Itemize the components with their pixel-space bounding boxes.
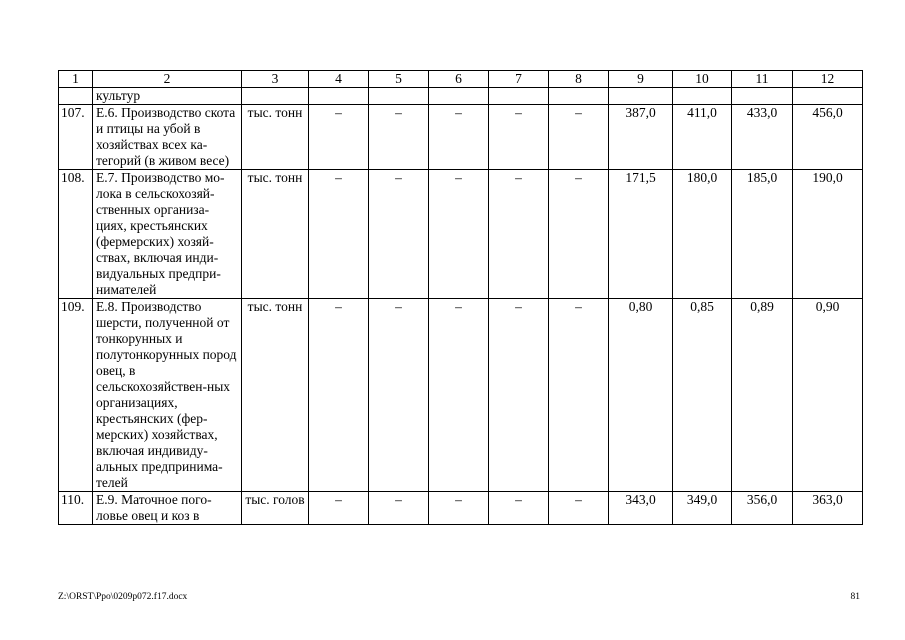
value-cell: 0,90 bbox=[793, 299, 863, 492]
table-row bbox=[59, 299, 863, 492]
empty-value-cell: – bbox=[489, 170, 549, 299]
header-cell: 1 bbox=[59, 71, 93, 88]
row-number: 109. bbox=[59, 299, 93, 492]
table-row bbox=[59, 492, 863, 525]
value-cell: 180,0 bbox=[673, 170, 732, 299]
empty-value-cell: – bbox=[369, 299, 429, 492]
value-cell: 349,0 bbox=[673, 492, 732, 525]
table-body bbox=[59, 71, 863, 525]
empty-value-cell: – bbox=[309, 170, 369, 299]
empty-value-cell: – bbox=[489, 299, 549, 492]
value-cell: 387,0 bbox=[609, 105, 673, 170]
header-cell: 6 bbox=[429, 71, 489, 88]
indicator-name: Е.7. Производство мо-лока в сельскохозяй-ственных организа-циях, крестьянских (фермерских) хозяй-ствах, включая инди-видуальных предпри-нимателей bbox=[93, 170, 242, 299]
empty-value-cell: – bbox=[369, 170, 429, 299]
value-cell: 433,0 bbox=[732, 105, 793, 170]
header-cell: 7 bbox=[489, 71, 549, 88]
value-cell: 0,89 bbox=[732, 299, 793, 492]
footer-file-path: Z:\ORST\Ppo\0209p072.f17.docx bbox=[58, 592, 188, 602]
unit-cell: тыс. тонн bbox=[242, 170, 309, 299]
empty-value-cell: – bbox=[309, 492, 369, 525]
header-cell: 4 bbox=[309, 71, 369, 88]
data-table bbox=[58, 70, 863, 525]
row-number: 108. bbox=[59, 170, 93, 299]
empty-value-cell: – bbox=[429, 492, 489, 525]
continuation-row bbox=[59, 88, 863, 105]
header-cell: 10 bbox=[673, 71, 732, 88]
empty-value-cell: – bbox=[309, 299, 369, 492]
header-cell: 11 bbox=[732, 71, 793, 88]
header-cell: 2 bbox=[93, 71, 242, 88]
indicator-name: Е.6. Производство скота и птицы на убой в хозяйствах всех ка-тегорий (в живом весе) bbox=[93, 105, 242, 170]
unit-cell: тыс. голов bbox=[242, 492, 309, 525]
empty-value-cell: – bbox=[429, 170, 489, 299]
indicator-name: Е.8. Производство шерсти, полученной от тонкорунных и полутонкорунных пород овец, в сельскохозяйствен-ных организациях, крестьянских (фер-мерских) хозяйствах, включая индивиду-альных предпринима-телей bbox=[93, 299, 242, 492]
header-cell: 3 bbox=[242, 71, 309, 88]
empty-value-cell: – bbox=[429, 105, 489, 170]
empty-value-cell: – bbox=[549, 492, 609, 525]
row-number: 107. bbox=[59, 105, 93, 170]
continuation-name-cell: культур bbox=[93, 88, 242, 105]
value-cell: 356,0 bbox=[732, 492, 793, 525]
value-cell: 185,0 bbox=[732, 170, 793, 299]
footer-page-number: 81 bbox=[850, 592, 860, 602]
empty-value-cell: – bbox=[489, 492, 549, 525]
indicator-name: Е.9. Маточное пого-ловье овец и коз в bbox=[93, 492, 242, 525]
table-row bbox=[59, 105, 863, 170]
row-number: 110. bbox=[59, 492, 93, 525]
empty-value-cell: – bbox=[369, 492, 429, 525]
value-cell: 343,0 bbox=[609, 492, 673, 525]
empty-value-cell: – bbox=[549, 170, 609, 299]
empty-value-cell: – bbox=[309, 105, 369, 170]
value-cell: 411,0 bbox=[673, 105, 732, 170]
empty-value-cell: – bbox=[489, 105, 549, 170]
value-cell: 190,0 bbox=[793, 170, 863, 299]
value-cell: 0,80 bbox=[609, 299, 673, 492]
header-cell: 9 bbox=[609, 71, 673, 88]
empty-value-cell: – bbox=[429, 299, 489, 492]
empty-value-cell: – bbox=[549, 299, 609, 492]
unit-cell: тыс. тонн bbox=[242, 105, 309, 170]
header-cell: 5 bbox=[369, 71, 429, 88]
value-cell: 0,85 bbox=[673, 299, 732, 492]
continuation-num-cell bbox=[59, 88, 93, 105]
empty-value-cell: – bbox=[549, 105, 609, 170]
value-cell: 363,0 bbox=[793, 492, 863, 525]
header-row bbox=[59, 71, 863, 88]
value-cell: 171,5 bbox=[609, 170, 673, 299]
value-cell: 456,0 bbox=[793, 105, 863, 170]
unit-cell: тыс. тонн bbox=[242, 299, 309, 492]
empty-value-cell: – bbox=[369, 105, 429, 170]
header-cell: 8 bbox=[549, 71, 609, 88]
table-row bbox=[59, 170, 863, 299]
header-cell: 12 bbox=[793, 71, 863, 88]
